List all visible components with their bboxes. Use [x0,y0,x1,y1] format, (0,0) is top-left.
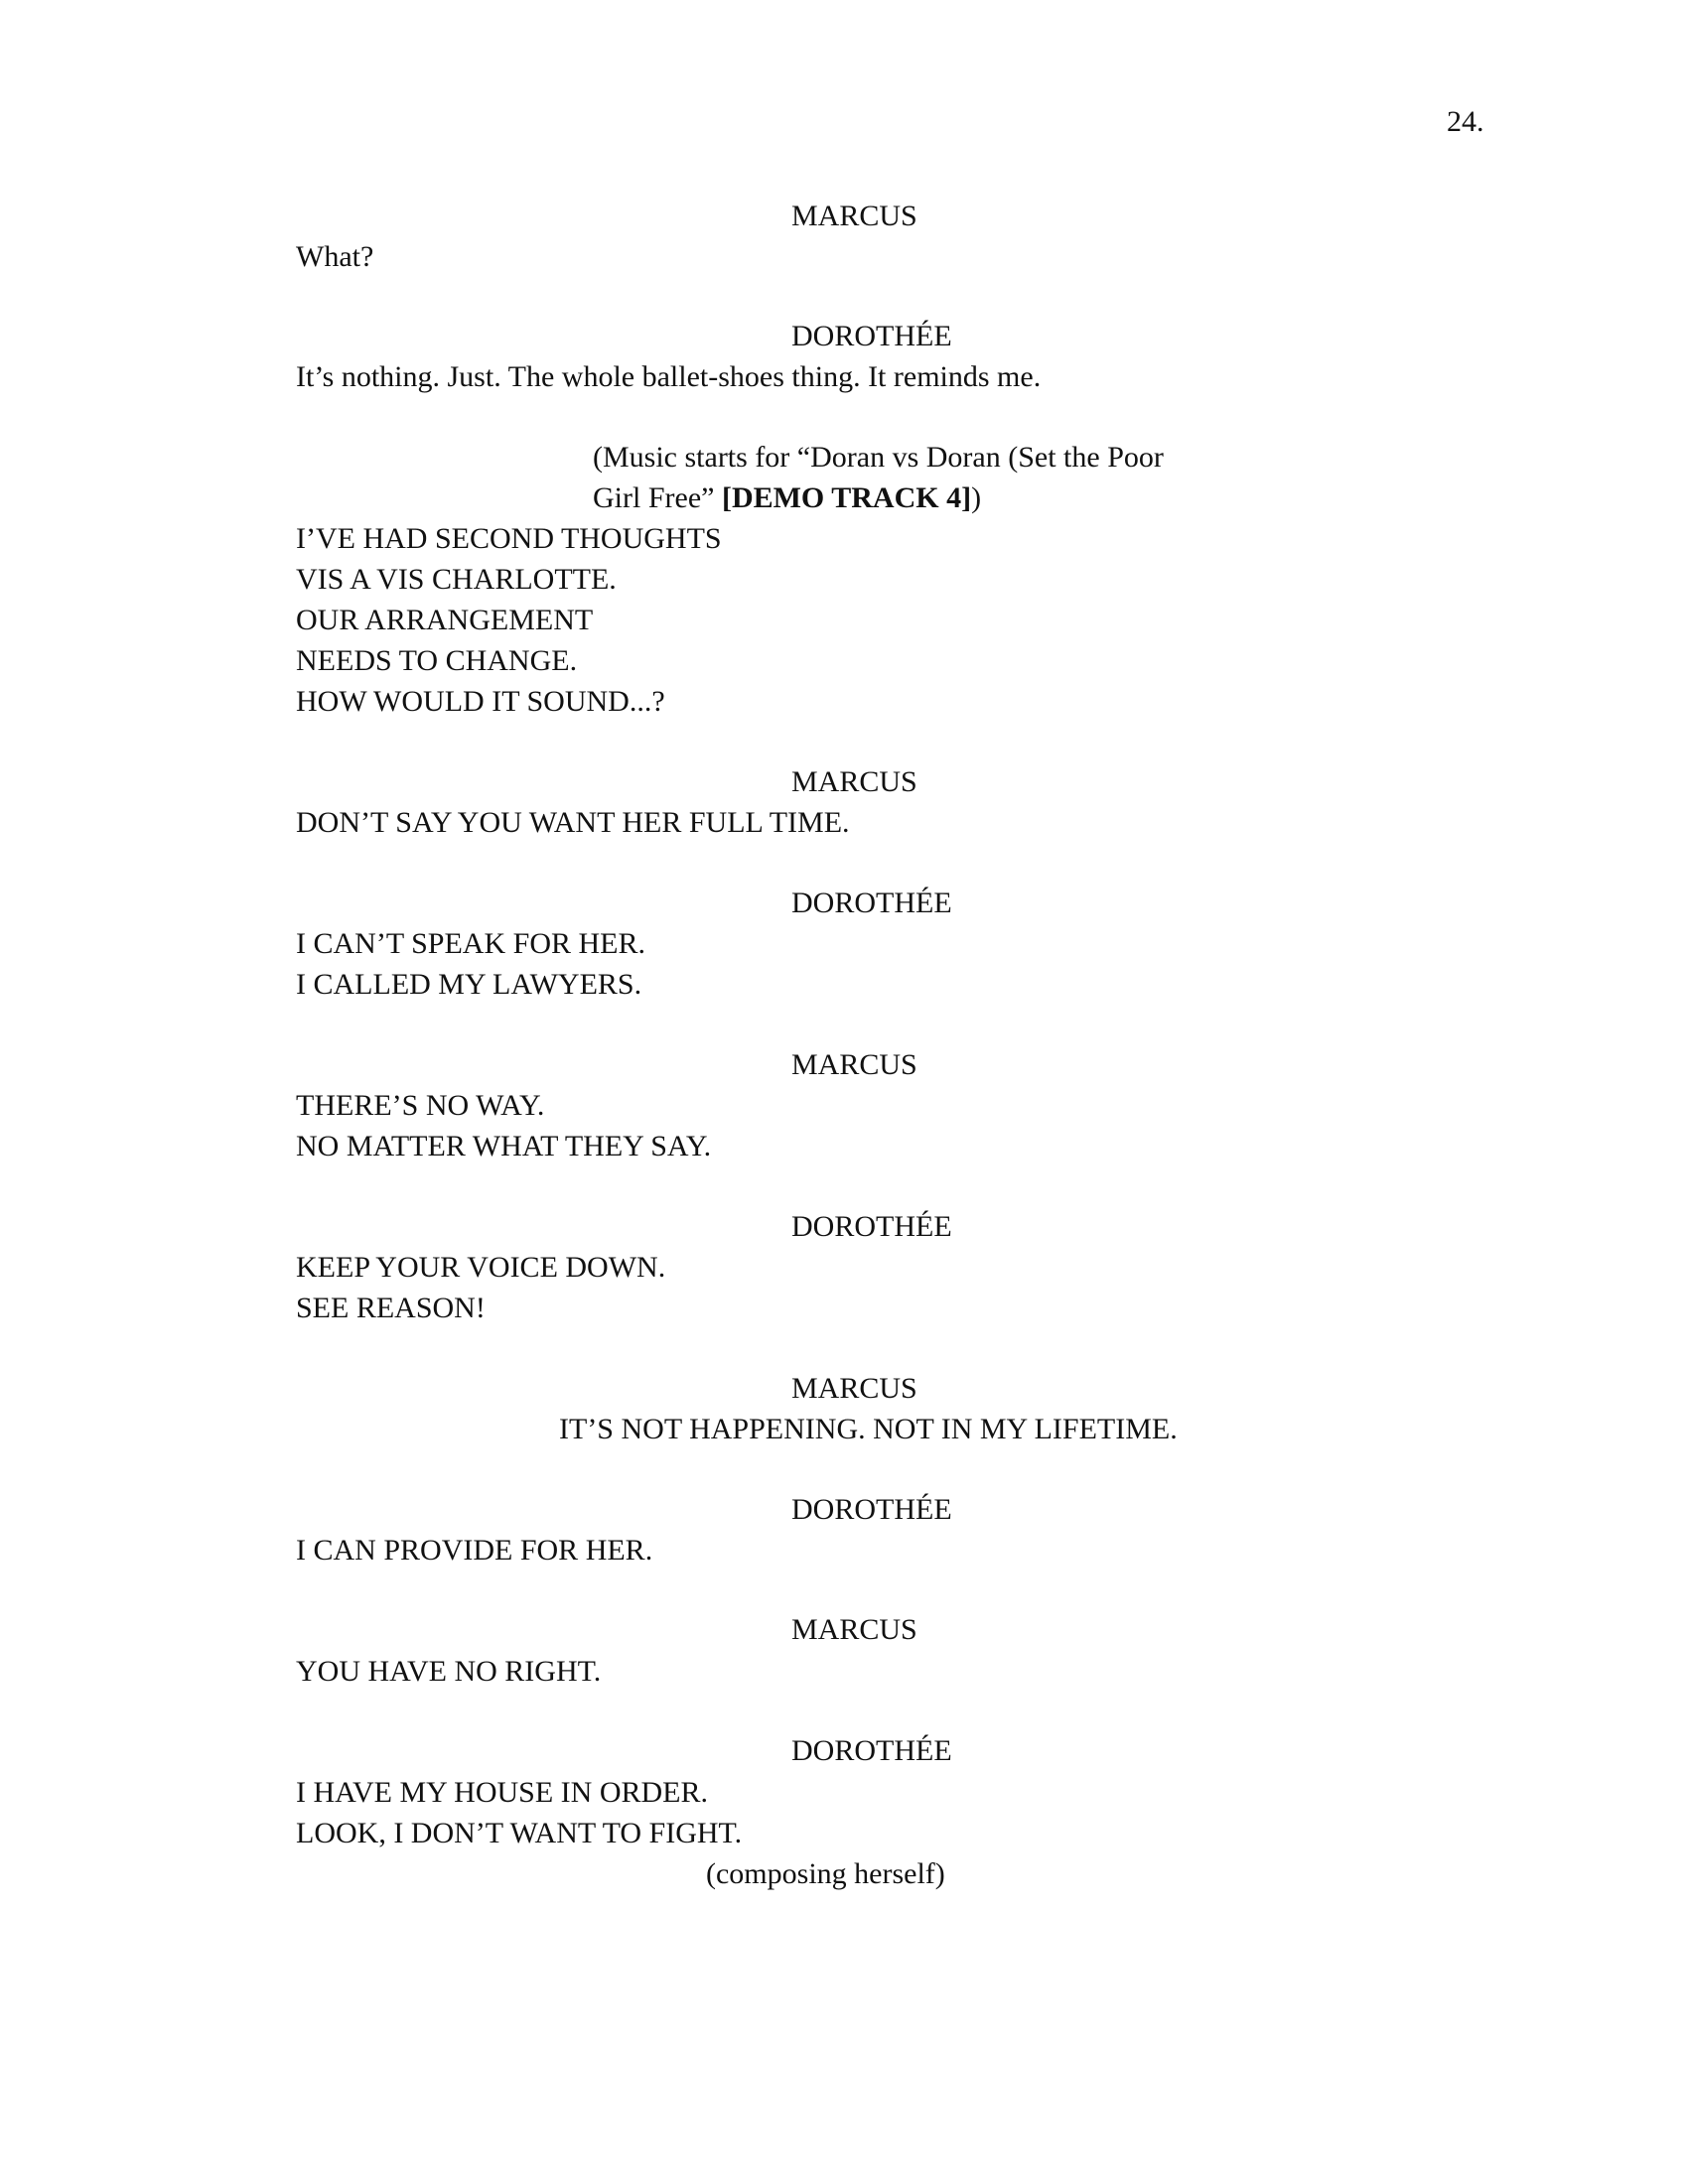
lyric-line: NEEDS TO CHANGE. [296,644,578,677]
lyric-line: I’VE HAD SECOND THOUGHTS [296,522,722,555]
lyric-line: KEEP YOUR VOICE DOWN. [296,1251,666,1284]
stage-direction: (Music starts for “Doran vs Doran (Set the Poor [593,441,1164,474]
page-number: 24. [1447,105,1484,138]
lyric-line: NO MATTER WHAT THEY SAY. [296,1130,712,1162]
stage-direction-close: ) [971,481,982,514]
lyric-line: THERE’S NO WAY. [296,1089,545,1122]
character-name: MARCUS [791,1048,917,1081]
character-name: DOROTHÉE [791,1734,952,1767]
character-name: DOROTHÉE [791,320,952,352]
character-name: DOROTHÉE [791,1493,952,1526]
lyric-line: OUR ARRANGEMENT [296,604,594,636]
lyric-line: IT’S NOT HAPPENING. NOT IN MY LIFETIME. [559,1413,1178,1445]
dialogue-line: It’s nothing. Just. The whole ballet-shoes thing. It reminds me. [296,360,1042,393]
lyric-line: YOU HAVE NO RIGHT. [296,1655,602,1688]
stage-direction-text: Girl Free” [593,481,722,514]
character-name: DOROTHÉE [791,1210,952,1243]
character-name: DOROTHÉE [791,887,952,919]
lyric-line: VIS A VIS CHARLOTTE. [296,563,617,596]
character-name: MARCUS [791,1613,917,1646]
demo-track-label: [DEMO TRACK 4] [721,481,972,514]
lyric-line: I HAVE MY HOUSE IN ORDER. [296,1776,709,1809]
lyric-line: I CAN’T SPEAK FOR HER. [296,927,645,960]
lyric-line: HOW WOULD IT SOUND...? [296,685,665,718]
stage-direction [593,480,981,516]
lyric-line: I CALLED MY LAWYERS. [296,968,642,1001]
character-name: MARCUS [791,1372,917,1405]
parenthetical: (composing herself) [706,1857,945,1890]
lyric-line: SEE REASON! [296,1292,486,1324]
character-name: MARCUS [791,765,917,798]
lyric-line: LOOK, I DON’T WANT TO FIGHT. [296,1817,743,1849]
lyric-line: I CAN PROVIDE FOR HER. [296,1534,653,1567]
dialogue-line: What? [296,240,374,273]
lyric-line: DON’T SAY YOU WANT HER FULL TIME. [296,806,850,839]
character-name: MARCUS [791,200,917,232]
